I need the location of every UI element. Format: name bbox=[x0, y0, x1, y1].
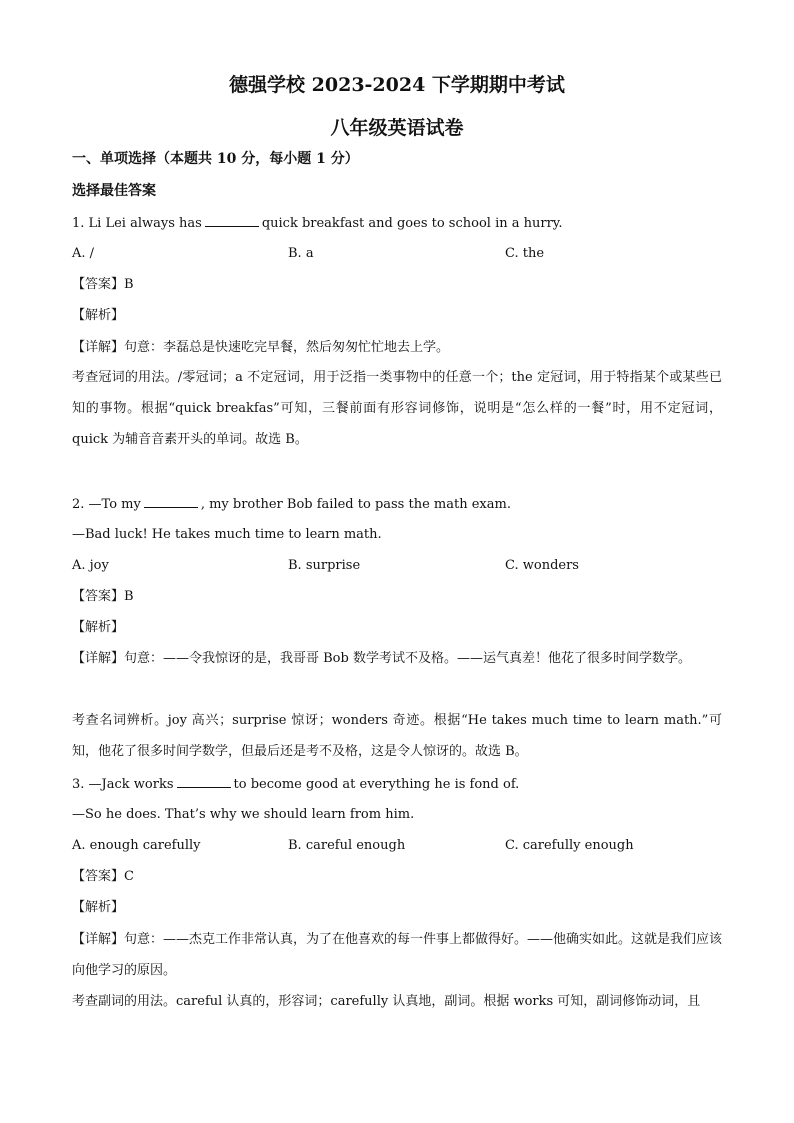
question-3-stem-reply: —So he does. That’s why we should learn from him. bbox=[72, 807, 415, 822]
question-3-option-b: B. careful enough bbox=[288, 838, 406, 853]
section-heading: 一、单项选择（本题共 10 分，每小题 1 分） bbox=[72, 151, 359, 167]
question-1-explanation: 考查冠词的用法。/零冠词；a 不定冠词，用于泛指一类事物中的任意一个；the 定冠词，用于特指某个或某些已知的事物。根据“quick breakfas”可知，三餐前面有形容词修饰，说明是“怎么样的一餐”时，用不定冠词，quick 为辅音音素开头的单词。故选 B。 bbox=[72, 370, 722, 447]
question-2-detail: 【详解】句意：——令我惊讶的是，我哥哥 Bob 数学考试不及格。——运气真差！他花了很多时间学数学。 bbox=[72, 651, 691, 666]
question-1-option-c: C. the bbox=[505, 246, 545, 261]
question-1-detail: 【详解】句意：李磊总是快速吃完早餐，然后匆匆忙忙地去上学。 bbox=[72, 340, 450, 355]
question-3-stem-before: 3. —Jack works bbox=[72, 777, 174, 792]
answer-blank bbox=[177, 776, 231, 788]
question-3-stem-after: to become good at everything he is fond of. bbox=[233, 777, 520, 792]
question-1-answer: 【答案】B bbox=[72, 277, 134, 292]
question-2-answer: 【答案】B bbox=[72, 589, 134, 604]
question-3-stem bbox=[72, 776, 722, 793]
question-3-analysis-label: 【解析】 bbox=[72, 900, 125, 915]
question-1-option-b: B. a bbox=[288, 246, 314, 261]
question-3-option-c: C. carefully enough bbox=[505, 838, 634, 853]
question-2-option-b: B. surprise bbox=[288, 558, 361, 573]
question-1-option-a: A. / bbox=[72, 246, 95, 261]
exam-subtitle: 八年级英语试卷 bbox=[330, 117, 464, 139]
answer-blank bbox=[205, 215, 259, 227]
question-2-stem-after: , my brother Bob failed to pass the math exam. bbox=[200, 497, 511, 512]
question-2-explanation: 考查名词辨析。joy 高兴；surprise 惊讶；wonders 奇迹。根据“He takes much time to learn math.”可知，他花了很多时间学数学，但最后还是考不及格，这是令人惊讶的。故选 B。 bbox=[72, 713, 722, 759]
question-1-stem-before: 1. Li Lei always has bbox=[72, 216, 202, 231]
question-1-stem bbox=[72, 215, 722, 232]
question-2-analysis-label: 【解析】 bbox=[72, 620, 125, 635]
exam-title: 德强学校 2023-2024 下学期期中考试 bbox=[229, 74, 565, 96]
question-3-detail: 【详解】句意：——杰克工作非常认真，为了在他喜欢的每一件事上都做得好。——他确实如此。这就是我们应该向他学习的原因。 bbox=[72, 932, 723, 978]
question-1-stem-after: quick breakfast and goes to school in a hurry. bbox=[261, 216, 563, 231]
question-2-option-a: A. joy bbox=[72, 558, 109, 573]
question-2-option-c: C. wonders bbox=[505, 558, 579, 573]
question-3-option-a: A. enough carefully bbox=[72, 838, 201, 853]
section-subheading: 选择最佳答案 bbox=[72, 183, 156, 199]
question-3-explanation: 考查副词的用法。careful 认真的，形容词；carefully 认真地，副词。根据 works 可知，副词修饰动词，且 bbox=[72, 994, 701, 1009]
question-1-analysis-label: 【解析】 bbox=[72, 308, 125, 323]
question-2-stem-reply: —Bad luck! He takes much time to learn math. bbox=[72, 527, 382, 542]
question-2-stem bbox=[72, 496, 722, 513]
question-2-stem-before: 2. —To my bbox=[72, 497, 141, 512]
answer-blank bbox=[144, 496, 198, 508]
question-3-answer: 【答案】C bbox=[72, 869, 134, 884]
